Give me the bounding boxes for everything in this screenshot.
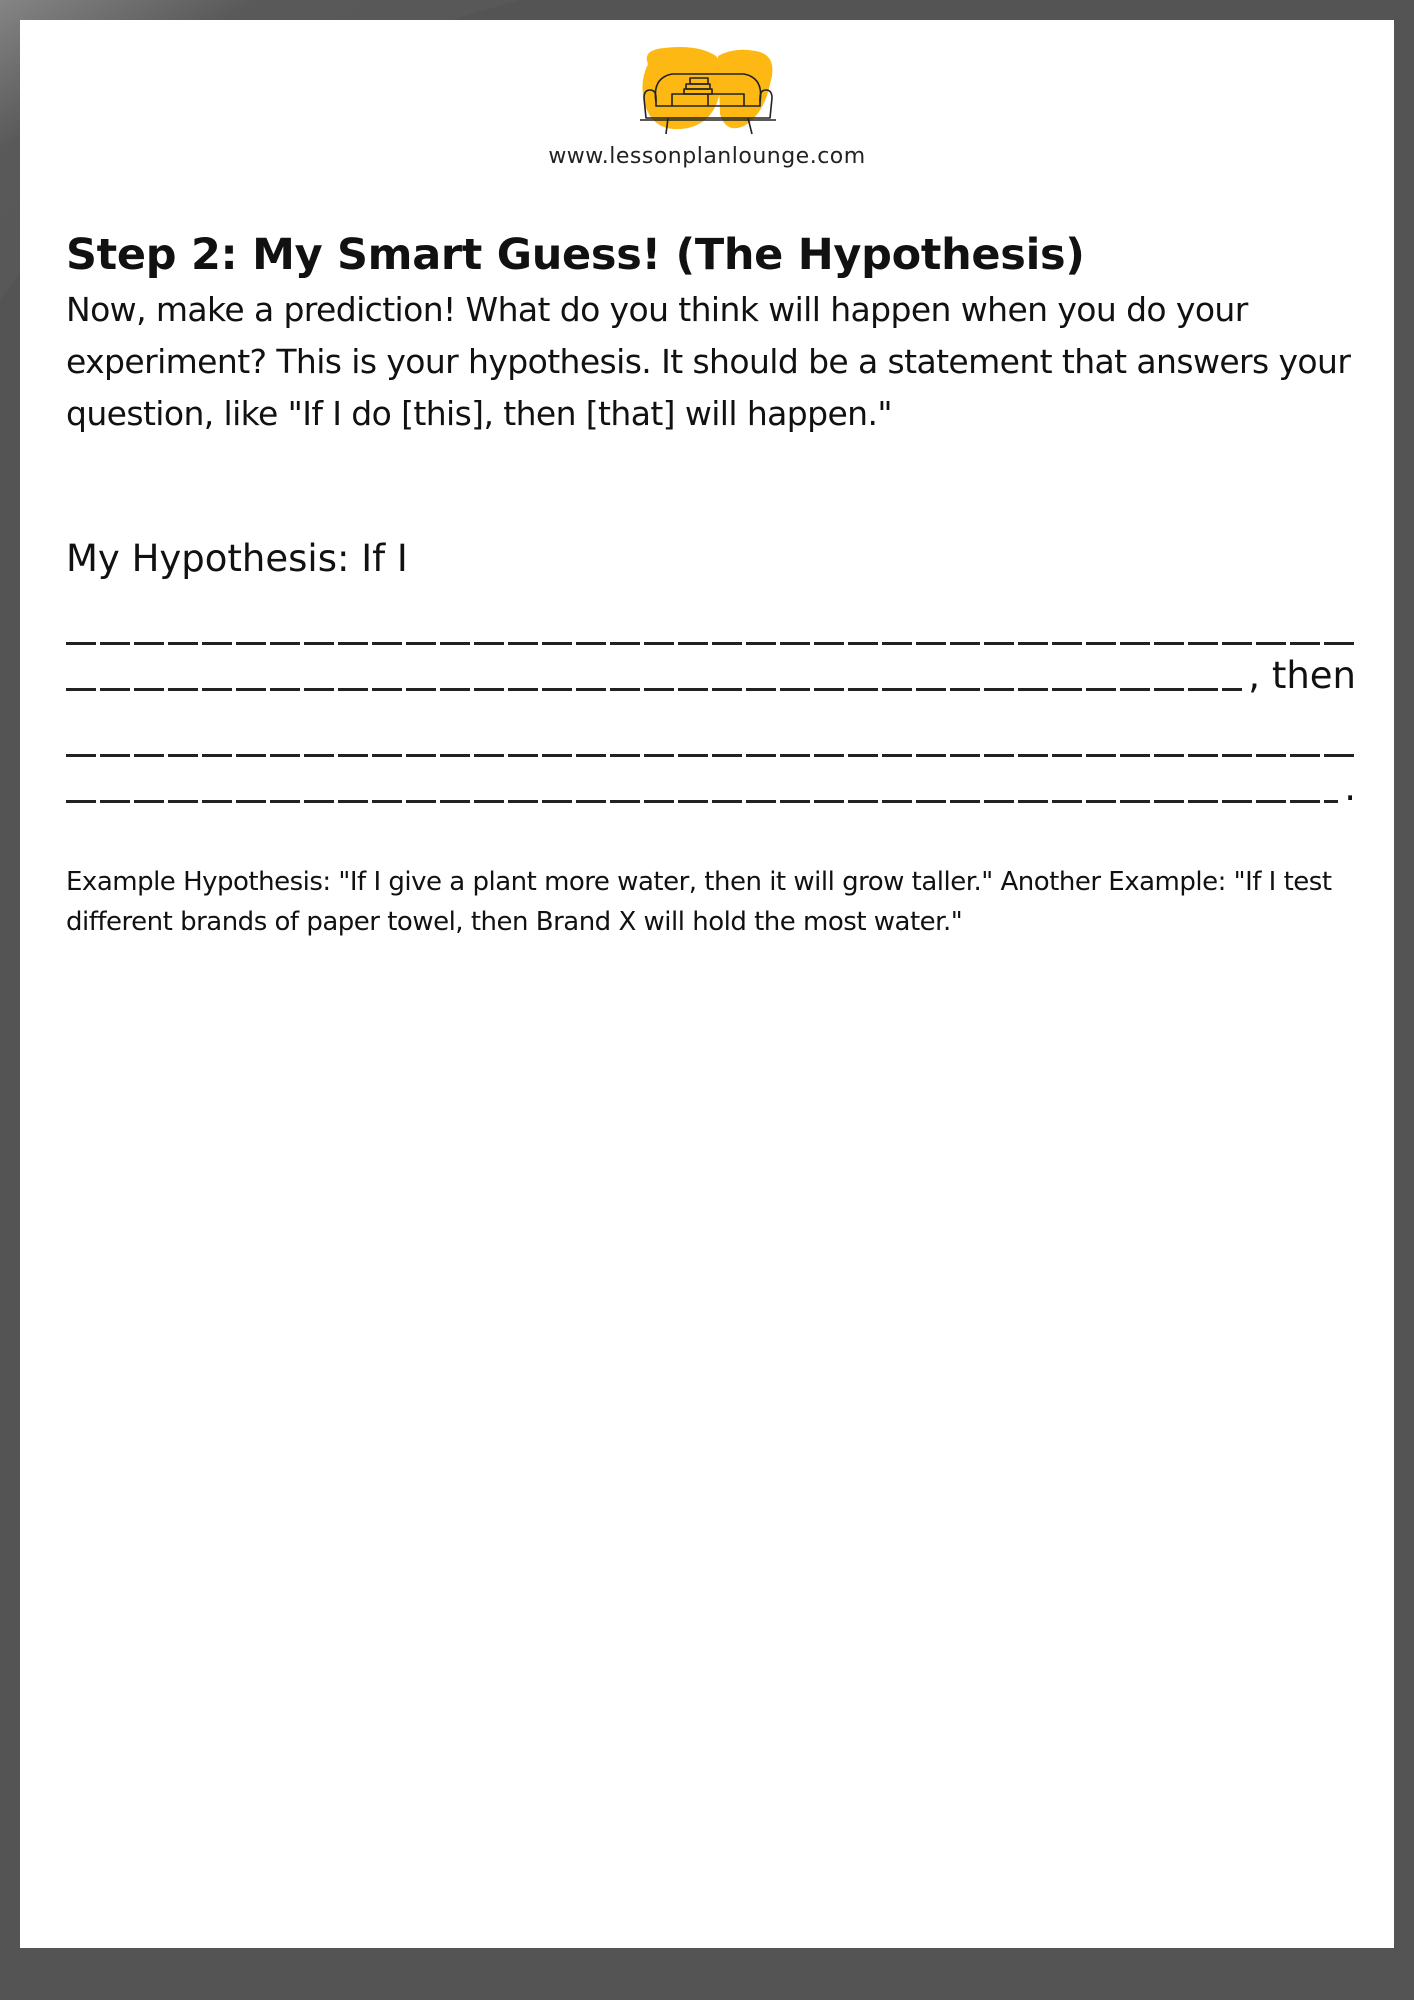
- blank-rule: [66, 754, 1356, 757]
- example-text: Example Hypothesis: "If I give a plant more water, then it will grow taller." Another Example: "If I test different brands of paper towel, then Brand X will hold the most water.": [66, 867, 1332, 938]
- answer-line-2[interactable]: [66, 654, 1356, 698]
- answer-line-4[interactable]: [66, 766, 1356, 810]
- intro-paragraph: Now, make a prediction! What do you think will happen when you do your experiment? This is your hypothesis. It should be a statement that answers your question, like "If I do [this], then [that] will happen.": [66, 289, 1351, 433]
- sofa-with-books-icon: [632, 44, 782, 140]
- hypothesis-label: My Hypothesis: If I: [66, 536, 408, 580]
- answer-line-1[interactable]: [66, 608, 1356, 648]
- then-text: , then: [1248, 654, 1356, 698]
- blank-rule: [66, 688, 1242, 691]
- worksheet-page: [20, 20, 1394, 1948]
- site-url[interactable]: www.lessonplanlounge.com: [548, 144, 866, 169]
- blank-rule: [66, 642, 1356, 645]
- page-title: Step 2: My Smart Guess! (The Hypothesis): [66, 230, 1085, 280]
- blank-rule: [66, 800, 1338, 803]
- worksheet-content: [66, 228, 1356, 942]
- period-text: .: [1344, 766, 1356, 810]
- brand-header: [20, 44, 1394, 169]
- answer-line-3[interactable]: [66, 720, 1356, 760]
